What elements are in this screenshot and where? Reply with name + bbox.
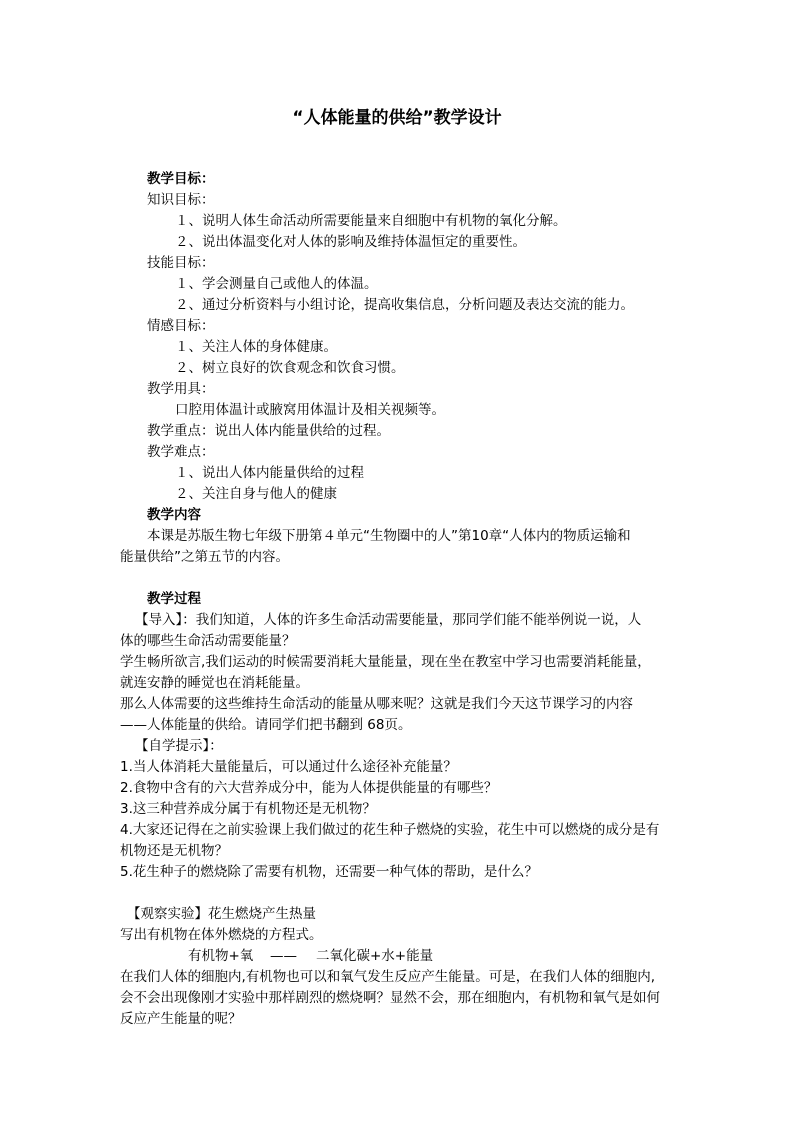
- closing-line: 在我们人体的细胞内,有机物也可以和氧气发生反应产生能量。可是，在我们人体的细胞内,: [120, 969, 656, 985]
- equation-right: 二氧化碳+水+能量: [316, 948, 434, 964]
- tools-label: 教学用具：: [147, 381, 215, 397]
- difficulty-item: １、说出人体内能量供给的过程: [175, 465, 364, 481]
- knowledge-label: 知识目标：: [147, 192, 215, 208]
- skill-item: ２、通过分析资料与小组讨论，提高收集信息，分析问题及表达交流的能力。: [175, 297, 634, 313]
- content-line: 本课是苏版生物七年级下册第４单元“生物圈中的人”第10章“人体内的物质运输和: [147, 528, 631, 544]
- intro-line: ——人体能量的供给。请同学们把书翻到 68页。: [120, 717, 412, 733]
- emotion-item: １、关注人体的身体健康。: [175, 339, 337, 355]
- self-study-item: 1.当人体消耗大量能量后，可以通过什么途径补充能量？: [120, 759, 457, 775]
- process-heading: 教学过程: [147, 591, 201, 607]
- intro-line: 就连安静的睡觉也在消耗能量。: [120, 675, 309, 691]
- objectives-heading: 教学目标：: [147, 171, 215, 187]
- tools-text: 口腔用体温计或腋窝用体温计及相关视频等。: [175, 402, 445, 418]
- emotion-label: 情感目标：: [147, 318, 215, 334]
- difficulty-label: 教学难点：: [147, 444, 215, 460]
- intro-line: 【导入】：我们知道，人体的许多生命活动需要能量，那同学们能不能举例说一说，人: [135, 612, 642, 628]
- emotion-item: ２、树立良好的饮食观念和饮食习惯。: [175, 360, 405, 376]
- content-heading: 教学内容: [147, 507, 201, 523]
- skill-label: 技能目标：: [147, 255, 215, 271]
- self-study-item: 2.食物中含有的六大营养成分中，能为人体提供能量的有哪些？: [120, 780, 498, 796]
- key-point: 教学重点：说出人体内能量供给的过程。: [147, 423, 390, 439]
- self-study-item: 4.大家还记得在之前实验课上我们做过的花生种子燃烧的实验，花生中可以燃烧的成分是有: [120, 822, 660, 838]
- document-title: “人体能量的供给”教学设计: [292, 108, 502, 128]
- skill-item: １、学会测量自己或他人的体温。: [175, 276, 378, 292]
- self-study-item: 3.这三种营养成分属于有机物还是无机物？: [120, 801, 376, 817]
- closing-line: 反应产生能量的呢？: [120, 1011, 242, 1027]
- equation-left: 有机物+氧: [188, 948, 254, 964]
- experiment-heading: 【观察实验】花生燃烧产生热量: [127, 906, 316, 922]
- content-line: 能量供给”之第五节的内容。: [120, 549, 289, 565]
- intro-line: 学生畅所欲言,我们运动的时候需要消耗大量能量，现在坐在教室中学习也需要消耗能量，: [120, 654, 651, 670]
- self-study-heading: 【自学提示】：: [135, 738, 223, 754]
- closing-line: 会不会出现像刚才实验中那样剧烈的燃烧啊？显然不会，那在细胞内，有机物和氧气是如何: [120, 990, 660, 1006]
- experiment-intro: 写出有机物在体外燃烧的方程式。: [120, 927, 323, 943]
- intro-line: 体的哪些生命活动需要能量？: [120, 633, 296, 649]
- intro-line: 那么人体需要的这些维持生命活动的能量从哪来呢？这就是我们今天这节课学习的内容: [120, 696, 633, 712]
- knowledge-item: １、说明人体生命活动所需要能量来自细胞中有机物的氧化分解。: [175, 213, 567, 229]
- self-study-item: 机物还是无机物？: [120, 843, 228, 859]
- equation-arrow: ——: [270, 948, 297, 964]
- self-study-item: 5.花生种子的燃烧除了需要有机物，还需要一种气体的帮助，是什么？: [120, 864, 538, 880]
- knowledge-item: ２、说出体温变化对人体的影响及维持体温恒定的重要性。: [175, 234, 526, 250]
- difficulty-item: ２、关注自身与他人的健康: [175, 486, 337, 502]
